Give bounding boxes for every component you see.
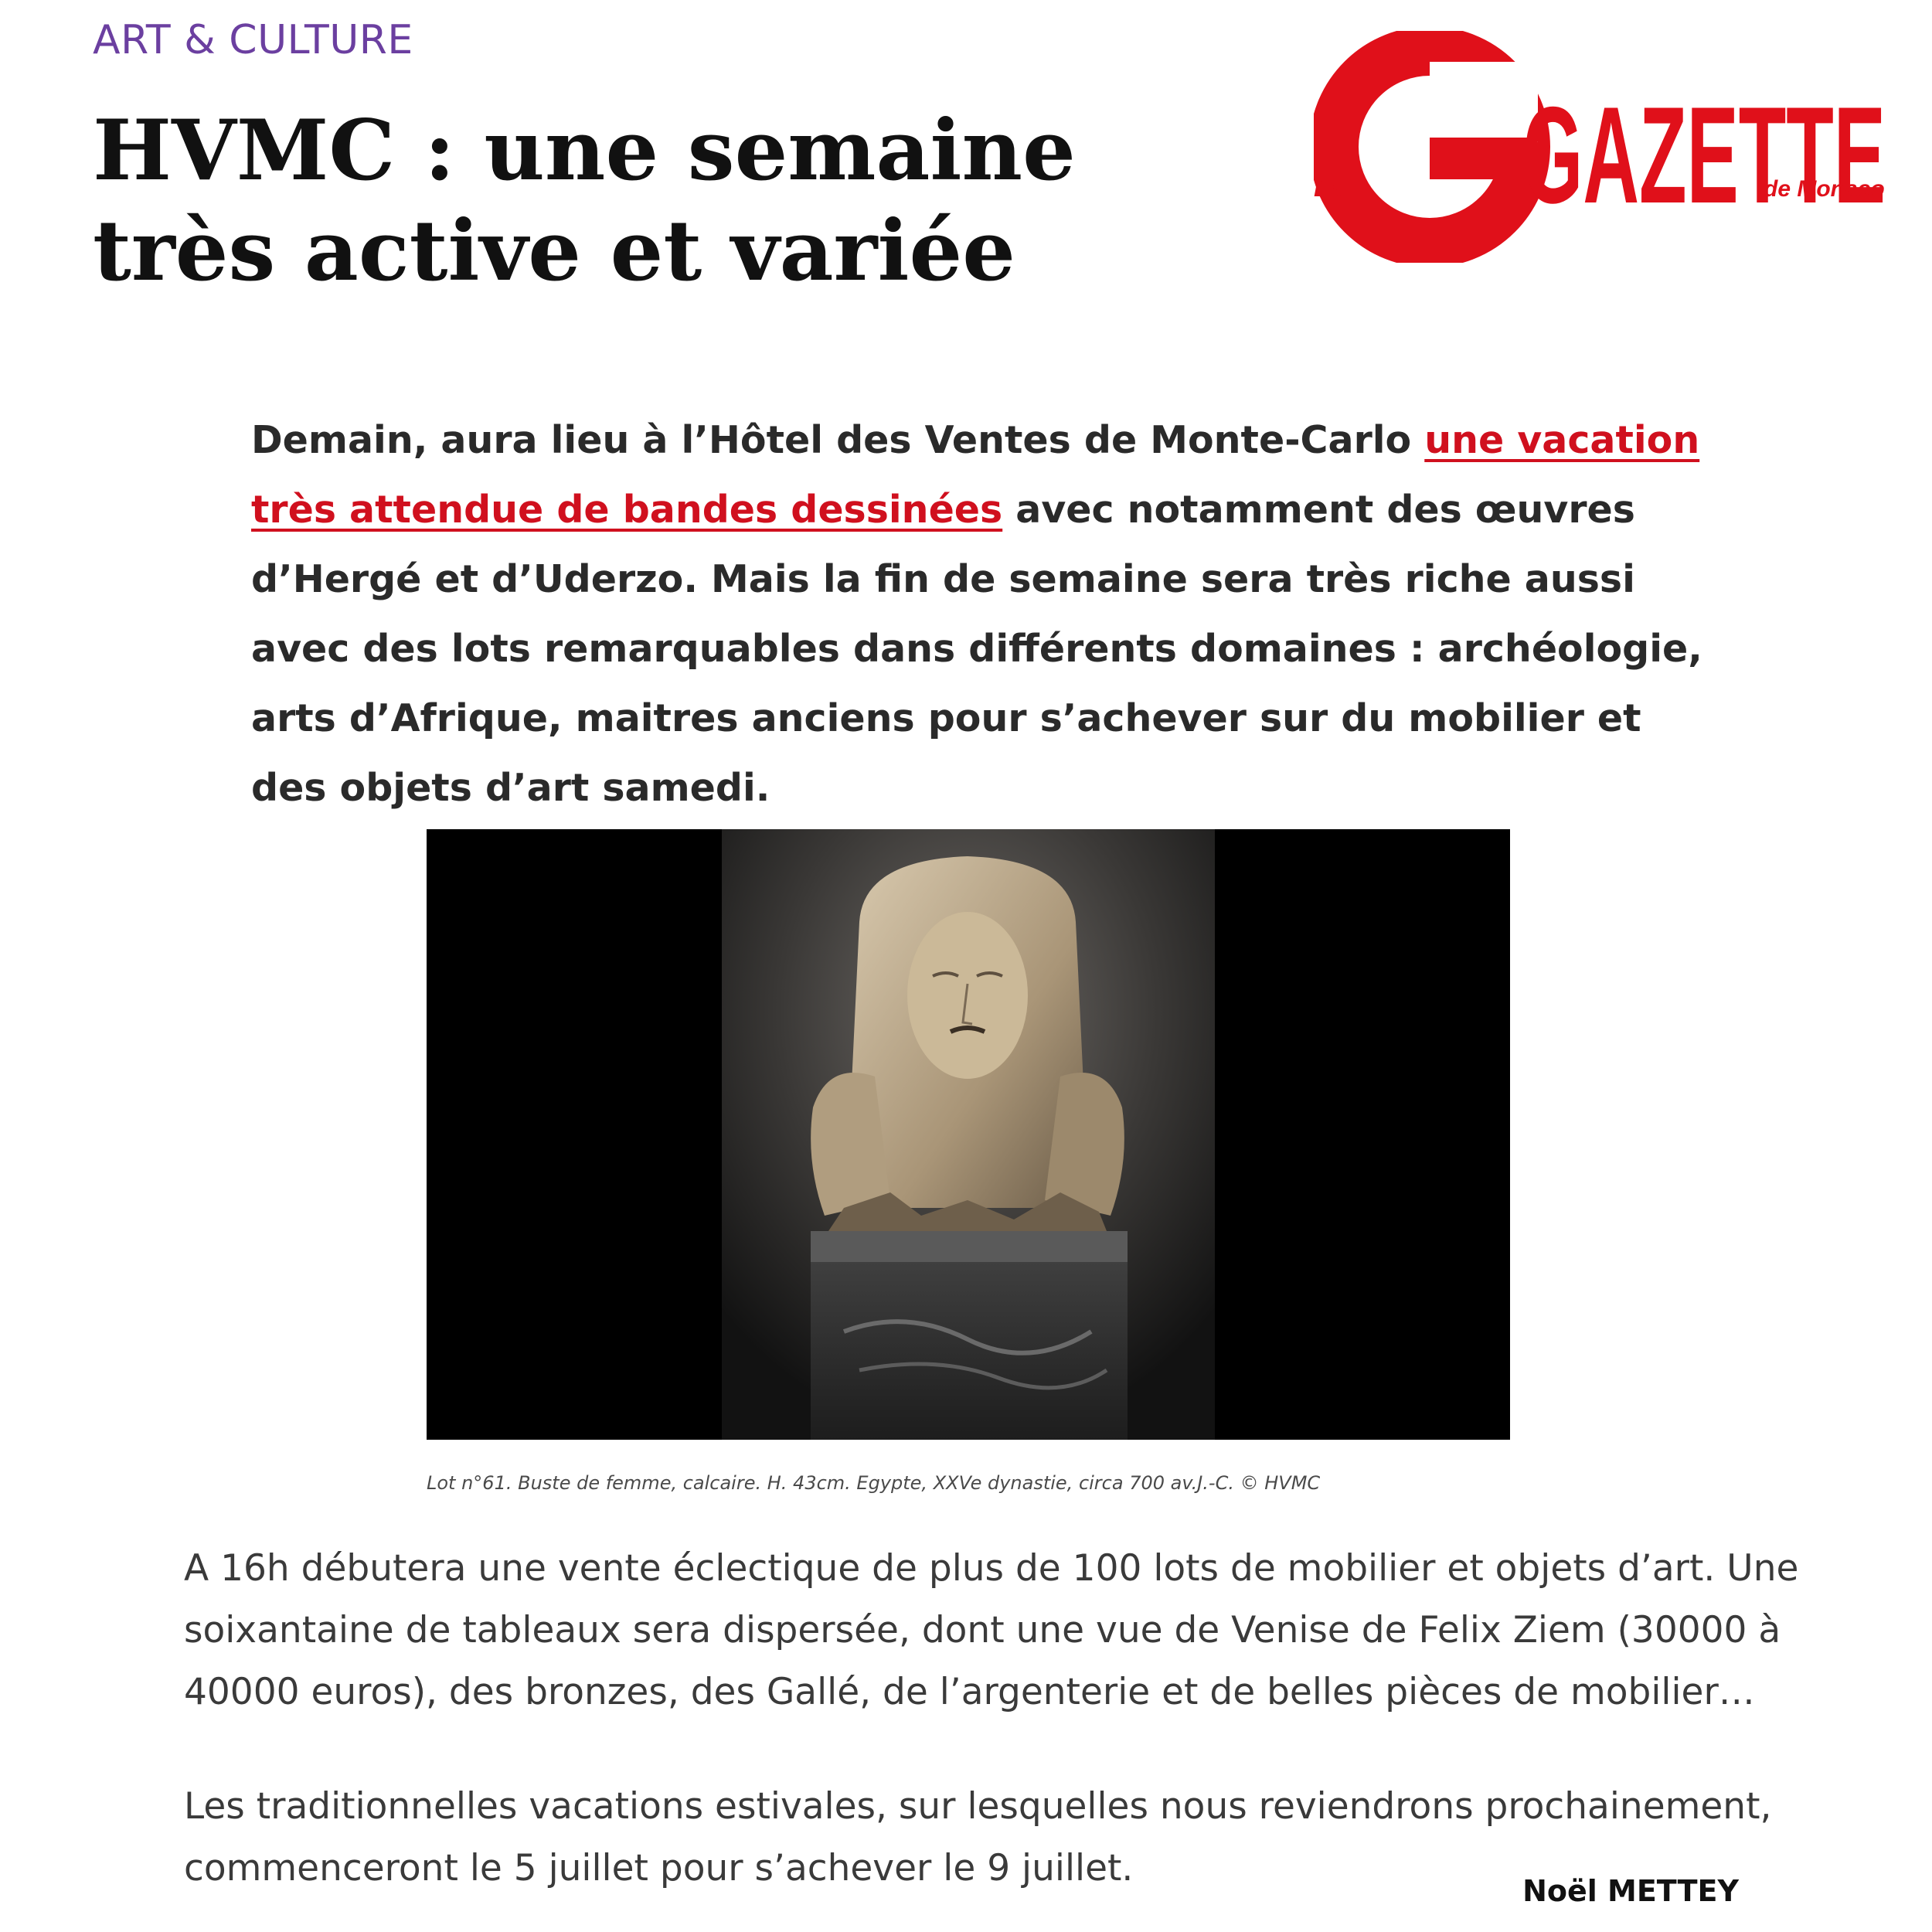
article-title: HVMC : une semaine très active et variée bbox=[93, 102, 1076, 300]
bust-face bbox=[907, 912, 1028, 1079]
article-photo bbox=[427, 829, 1510, 1440]
lead-text-start: Demain, aura lieu à l’Hôtel des Ventes de Monte-Carlo bbox=[251, 418, 1425, 462]
article-author: Noël METTEY bbox=[1522, 1874, 1739, 1908]
logo-g-bar bbox=[1430, 138, 1532, 179]
logo-prefix: La bbox=[1314, 171, 1347, 202]
article-lead bbox=[251, 406, 1719, 823]
logo-wordmark: GAZETTE bbox=[1522, 78, 1886, 232]
article-category[interactable]: ART & CULTURE bbox=[93, 17, 413, 63]
egyptian-bust-image bbox=[427, 829, 1510, 1440]
gazette-logo[interactable] bbox=[1314, 31, 1901, 263]
gazette-logo-graphic bbox=[1314, 31, 1901, 263]
image-caption: Lot n°61. Buste de femme, calcaire. H. 43cm. Egypte, XXVe dynastie, circa 700 av.J.-C. © HVMC bbox=[427, 1472, 1321, 1494]
logo-g-opening bbox=[1430, 62, 1538, 142]
article-paragraph-1: A 16h débutera une vente éclectique de plus de 100 lots de mobilier et objets d’art. Une soixantaine de tableaux sera dispersée, dont une vue de Venise de Felix Ziem (30000 à 40000 euros), des bronzes, des Gallé, de l’argenterie et de belles pièces de mobilier… bbox=[184, 1547, 1799, 1713]
article-paragraph-2: Les traditionnelles vacations estivales, sur lesquelles nous reviendrons prochainement, commenceront le 5 juillet pour s’achever le 9 juillet. bbox=[184, 1785, 1772, 1889]
lead-text-end: avec notamment des œuvres d’Hergé et d’Uderzo. Mais la fin de semaine sera très riche aussi avec des lots remarquables dans différents domaines : archéologie, arts d’Afrique, maitres anciens pour s’achever sur du mobilier et des objets d’art samedi. bbox=[251, 488, 1702, 810]
bd-sale-link[interactable]: une vacation très attendue de bandes dessinées bbox=[251, 418, 1700, 532]
logo-suffix: de Monaco bbox=[1764, 176, 1885, 202]
plinth-top bbox=[811, 1231, 1128, 1262]
